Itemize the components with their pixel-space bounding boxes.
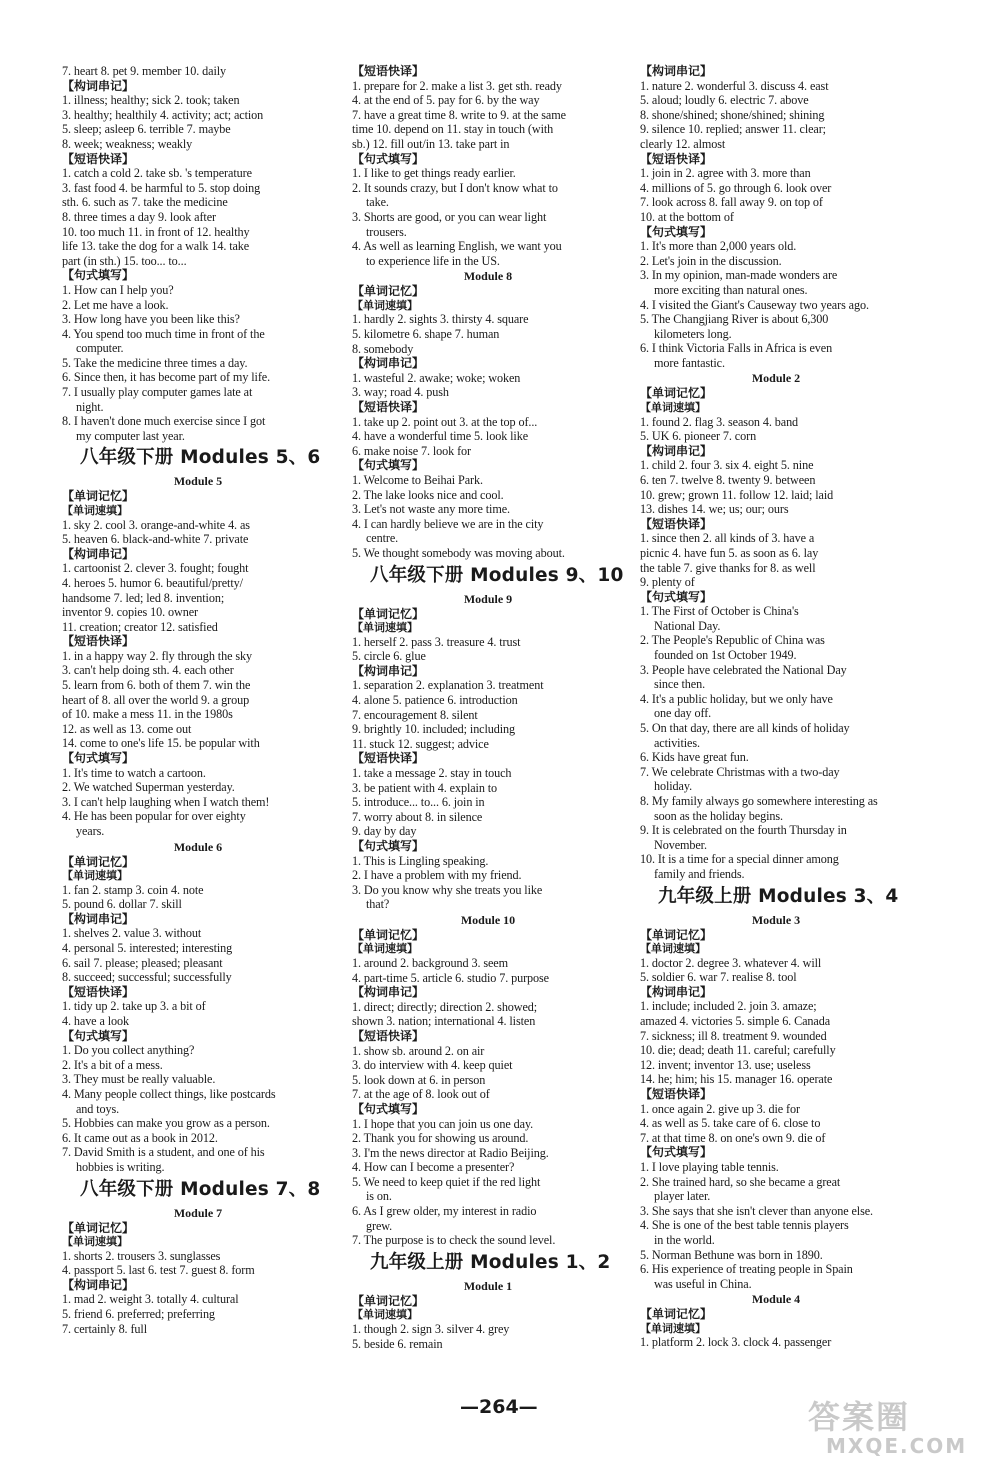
answer-line: 3. way; road 4. push (352, 385, 449, 400)
answer-line: 4. at the end of 5. pay for 6. by the way (352, 93, 540, 108)
answer-line: shown 3. nation; international 4. listen (352, 1014, 536, 1029)
section-heading: 【单词记忆】 (640, 1307, 713, 1322)
answer-line: 5. heaven 6. black-and-white 7. private (62, 532, 249, 547)
answer-line: 6. Since then, it has become part of my life. (62, 370, 271, 385)
answer-line: 7. have a great time 8. write to 9. at the same (352, 107, 566, 122)
module-title: Module 5 (173, 474, 223, 489)
section-heading: 【句式填写】 (640, 589, 713, 604)
answer-line: 7. worry about 8. in silence (352, 809, 483, 824)
answer-line-continued: was useful in China. (654, 1276, 752, 1291)
subsection-heading: 【单词速填】 (62, 504, 128, 518)
answer-line: 8. somebody (352, 341, 414, 356)
answer-line: 12. invent; inventor 13. use; useless (640, 1057, 811, 1072)
answer-line-continued: National Day. (654, 618, 721, 633)
answer-line: handsome 7. led; led 8. invention; (62, 590, 225, 605)
answer-line: 4. Many people collect things, like postcards (62, 1087, 276, 1101)
answer-line: 1. child 2. four 3. six 4. eight 5. nine (640, 458, 814, 473)
answer-line: 5. friend 6. preferred; preferring (62, 1307, 215, 1322)
answer-line: 3. She says that she isn't clever than anyone else. (640, 1203, 873, 1218)
subsection-heading: 【单词速填】 (62, 869, 128, 883)
answer-line: 3. In my opinion, man-made wonders are (640, 268, 838, 283)
answer-line: 1. wasteful 2. awake; woke; woken (352, 370, 521, 385)
section-heading: 【短语快译】 (352, 1028, 425, 1043)
answer-line: 4. You spend too much time in front of the (62, 326, 265, 341)
answer-line: 5. We thought somebody was moving about. (352, 545, 565, 560)
answer-line: 8. I haven't done much exercise since I got (62, 414, 266, 429)
answer-line-continued: is on. (366, 1189, 392, 1204)
section-heading: 【短语快译】 (62, 151, 135, 166)
answer-line: 9. silence 10. replied; answer 11. clear; (640, 122, 826, 137)
answer-line: 1. I hope that you can join us one day. (352, 1116, 534, 1131)
section-heading: 【句式填写】 (62, 1028, 135, 1043)
answer-line-continued: hobbies is writing. (76, 1159, 165, 1174)
section-heading: 【短语快译】 (640, 151, 713, 166)
answer-line: 4. have a look (62, 1014, 129, 1029)
answer-line: 6. ten 7. twelve 8. twenty 9. between (640, 472, 816, 487)
section-heading: 【短语快译】 (62, 634, 135, 649)
answer-line: 8. succeed; successful; successfully (62, 970, 232, 985)
section-heading: 【短语快译】 (640, 1087, 713, 1101)
answer-line: 2. Let's join in the discussion. (640, 253, 782, 268)
section-heading: 【短语快译】 (352, 64, 425, 78)
answer-line: 11. creation; creator 12. satisfied (62, 619, 218, 634)
module-title: Module 1 (463, 1278, 513, 1293)
answer-page (62, 64, 916, 1394)
answer-line: 5. UK 6. pioneer 7. corn (640, 429, 757, 444)
section-heading: 【短语快译】 (640, 516, 713, 531)
answer-line-continued: grew. (366, 1218, 393, 1233)
answer-line: 6. sail 7. please; pleased; pleasant (62, 955, 223, 970)
answer-line: life 13. take the dog for a walk 14. take (62, 239, 250, 254)
answer-line: clearly 12. almost (640, 136, 726, 151)
answer-line: 4. millions of 5. go through 6. look over (640, 180, 832, 195)
section-heading: 【句式填写】 (352, 151, 425, 166)
answer-line: 4. personal 5. interested; interesting (62, 941, 233, 956)
section-heading: 【句式填写】 (352, 458, 425, 473)
answer-line: 5. kilometre 6. shape 7. human (352, 327, 500, 341)
answer-line: 5. aloud; loudly 6. electric 7. above (640, 93, 809, 108)
answer-line: 2. Let me have a look. (62, 297, 169, 312)
answer-line-continued: years. (76, 824, 105, 838)
watermark-logo-text: 答案圈 (808, 1398, 911, 1436)
answer-line: 3. Do you know why she treats you like (352, 882, 543, 897)
section-heading: 【句式填写】 (62, 751, 135, 766)
answer-line-continued: my computer last year. (76, 428, 185, 443)
answer-line: 3. Shorts are good, or you can wear light (352, 209, 547, 224)
answer-line: 4. heroes 5. humor 6. beautiful/pretty/ (62, 575, 243, 590)
answer-line-continued: in the world. (654, 1232, 715, 1247)
answer-line: 6. Kids have great fun. (640, 750, 749, 765)
answer-line: 1. direct; directly; direction 2. showed; (352, 999, 538, 1014)
answer-line: 1. tidy up 2. take up 3. a bit of (62, 999, 206, 1014)
answer-line: 6. It came out as a book in 2012. (62, 1130, 218, 1145)
section-heading: 【单词记忆】 (62, 489, 135, 504)
answer-line: 8. three times a day 9. look after (62, 209, 216, 224)
answer-line: the table 7. give thanks for 8. as well (640, 560, 816, 575)
answer-line: 8. My family always go somewhere interesting as (640, 794, 878, 808)
answer-line-continued: more fantastic. (654, 355, 725, 370)
answer-line-continued: since then. (654, 677, 706, 692)
answer-line: 3. be patient with 4. explain to (352, 780, 498, 795)
answer-line: 6. I think Victoria Falls in Africa is even (640, 341, 833, 356)
answer-line: 3. healthy; healthily 4. activity; act; action (62, 107, 264, 122)
page-number: —264— (460, 1396, 538, 1418)
answer-line: 7. look across 8. fall away 9. on top of (640, 195, 823, 210)
section-heading: 【单词记忆】 (640, 927, 713, 942)
answer-line: 7. David Smith is a student, and one of his (62, 1145, 265, 1160)
section-heading: 【句式填写】 (640, 224, 713, 239)
answer-line: 9. It is celebrated on the fourth Thursday in (640, 823, 847, 838)
answer-line: part (in sth.) 15. too... to... (62, 253, 187, 268)
section-heading: 【构词串记】 (352, 985, 425, 1000)
answer-line: 5. beside 6. remain (352, 1336, 443, 1351)
column-3 (640, 64, 912, 1394)
answer-line: 1. since then 2. all kinds of 3. have a (640, 531, 815, 546)
answer-line: 7. encouragement 8. silent (352, 707, 478, 722)
answer-line: 5. Take the medicine three times a day. (62, 355, 248, 370)
answer-line: 6. As I grew older, my interest in radio (352, 1204, 537, 1219)
answer-line: picnic 4. have fun 5. as soon as 6. lay (640, 545, 819, 560)
answer-line-continued: night. (76, 399, 104, 414)
answer-line: 1. mad 2. weight 3. totally 4. cultural (62, 1292, 239, 1307)
subsection-heading: 【单词速填】 (62, 1235, 128, 1249)
answer-line: 3. fast food 4. be harmful to 5. stop doing (62, 180, 261, 195)
subsection-heading: 【单词速填】 (352, 942, 418, 956)
answer-line: amazed 4. victories 5. simple 6. Canada (640, 1014, 831, 1029)
module-title: Module 9 (463, 591, 513, 606)
answer-line: 9. brightly 10. included; including (352, 722, 516, 737)
answer-line: inventor 9. copies 10. owner (62, 605, 198, 620)
answer-line: 7. heart 8. pet 9. member 10. daily (62, 64, 227, 78)
section-heading: 【构词串记】 (62, 78, 135, 93)
answer-line: 3. do interview with 4. keep quiet (352, 1058, 513, 1073)
answer-line: 1. hardly 2. sights 3. thirsty 4. square (352, 312, 529, 327)
answer-line: 1. catch a cold 2. take sb. 's temperature (62, 166, 252, 181)
answer-line: 3. I'm the news director at Radio Beijing. (352, 1145, 549, 1160)
section-heading: 【构词串记】 (62, 546, 135, 561)
watermark-url: MXQE.COM (826, 1434, 968, 1458)
answer-line: 3. How long have you been like this? (62, 312, 240, 327)
module-title: Module 3 (751, 912, 801, 927)
section-heading: 【单词记忆】 (352, 606, 425, 621)
answer-line: 1. The First of October is China's (640, 604, 799, 619)
section-heading: 【单词记忆】 (62, 854, 135, 869)
unit-title: 九年级上册 Modules 1、2 (370, 1251, 611, 1273)
answer-line: 3. I can't help laughing when I watch them! (62, 794, 270, 809)
answer-line: 1. I love playing table tennis. (640, 1159, 779, 1174)
answer-line: 5. On that day, there are all kinds of holiday (640, 721, 850, 736)
answer-line: 1. include; included 2. join 3. amaze; (640, 999, 817, 1014)
answer-line: 7. certainly 8. full (62, 1321, 147, 1336)
answer-line: 1. Do you collect anything? (62, 1043, 195, 1058)
subsection-heading: 【单词速填】 (640, 942, 706, 956)
answer-line: 7. sickness; ill 8. treatment 9. wounded (640, 1028, 827, 1043)
module-title: Module 8 (463, 269, 513, 284)
answer-line-continued: centre. (366, 531, 399, 546)
answer-line: 1. join in 2. agree with 3. more than (640, 166, 811, 181)
answer-line: 9. plenty of (640, 575, 695, 590)
answer-line: 1. prepare for 2. make a list 3. get sth. ready (352, 78, 562, 93)
module-title: Module 6 (173, 839, 223, 854)
unit-title: 八年级下册 Modules 7、8 (80, 1178, 321, 1200)
answer-line: 1. show sb. around 2. on air (352, 1043, 485, 1058)
answer-line: 1. take up 2. point out 3. at the top of... (352, 414, 538, 429)
answer-line: 1. separation 2. explanation 3. treatment (352, 678, 544, 693)
answer-line: 7. at that time 8. on one's own 9. die of (640, 1130, 826, 1145)
subsection-heading: 【单词速填】 (640, 1321, 706, 1335)
answer-line: 6. make noise 7. look for (352, 443, 472, 458)
answer-line: 5. look down at 6. in person (352, 1072, 486, 1087)
answer-line-continued: that? (366, 897, 390, 912)
answer-line-continued: more exciting than natural ones. (654, 282, 808, 297)
answer-line-continued: and toys. (76, 1101, 120, 1116)
answer-line: sb.) 12. fill out/in 13. take part in (352, 136, 510, 151)
answer-line: 8. shone/shined; shone/shined; shining (640, 107, 825, 122)
answer-line: 2. She trained hard, so she became a great (640, 1174, 841, 1189)
answer-line-continued: holiday. (654, 779, 693, 794)
module-title: Module 10 (460, 912, 516, 927)
answer-line: 2. I have a problem with my friend. (352, 868, 522, 883)
column-2 (352, 64, 624, 1394)
subsection-heading: 【单词速填】 (352, 621, 418, 635)
answer-line: 1. How can I help you? (62, 282, 174, 297)
answer-line: 5. The Changjiang River is about 6,300 (640, 312, 829, 327)
subsection-heading: 【单词速填】 (352, 1308, 418, 1322)
answer-line: 3. People have celebrated the National Day (640, 662, 847, 677)
answer-line: time 10. depend on 11. stay in touch (with (352, 122, 554, 137)
answer-line: 1. found 2. flag 3. season 4. band (640, 414, 799, 429)
answer-line-continued: one day off. (654, 706, 712, 721)
answer-line-continued: kilometers long. (654, 326, 732, 341)
section-heading: 【构词串记】 (640, 984, 713, 999)
answer-line: 3. Let's not waste any more time. (352, 502, 510, 517)
section-heading: 【单词记忆】 (352, 927, 425, 942)
answer-line-continued: soon as the holiday begins. (654, 808, 783, 823)
subsection-heading: 【单词速填】 (352, 298, 418, 312)
answer-line: 11. stuck 12. suggest; advice (352, 736, 489, 751)
section-heading: 【单词记忆】 (640, 386, 713, 401)
section-heading: 【构词串记】 (640, 443, 713, 458)
answer-line: 4. How can I become a presenter? (352, 1160, 515, 1175)
answer-line: of 10. make a mess 11. in the 1980s (62, 707, 233, 722)
answer-line: 3. They must be really valuable. (62, 1072, 216, 1087)
answer-line: 10. too much 11. in front of 12. healthy (62, 224, 250, 239)
answer-line: 5. We need to keep quiet if the red light (352, 1174, 541, 1189)
answer-line-continued: computer. (76, 341, 124, 356)
answer-line: 7. I usually play computer games late at (62, 385, 253, 400)
section-heading: 【句式填写】 (62, 268, 135, 283)
answer-line: 1. sky 2. cool 3. orange-and-white 4. as (62, 517, 250, 532)
answer-line-continued: take. (366, 195, 389, 210)
answer-line: 10. die; dead; death 11. careful; carefully (640, 1043, 836, 1058)
answer-line: 8. week; weakness; weakly (62, 136, 193, 151)
answer-line: 10. at the bottom of (640, 209, 734, 224)
answer-line: 6. His experience of treating people in Spain (640, 1262, 853, 1277)
answer-line: 10. It is a time for a special dinner among (640, 852, 839, 867)
answer-line: 2. The lake looks nice and cool. (352, 487, 504, 502)
answer-line: 4. alone 5. patience 6. introduction (352, 692, 518, 707)
answer-line: 1. Welcome to Beihai Park. (352, 472, 483, 487)
answer-line-continued: founded on 1st October 1949. (654, 648, 797, 663)
answer-line: 4. It's a public holiday, but we only have (640, 691, 833, 706)
answer-line: 2. The People's Republic of China was (640, 633, 825, 648)
site-watermark (808, 1400, 980, 1466)
answer-line-continued: trousers. (366, 224, 407, 239)
answer-line: 1. nature 2. wonderful 3. discuss 4. east (640, 78, 829, 93)
answer-line: 3. can't help doing sth. 4. each other (62, 663, 234, 678)
answer-line-continued: family and friends. (654, 866, 745, 881)
section-heading: 【短语快译】 (352, 751, 425, 766)
section-heading: 【单词记忆】 (62, 1220, 135, 1235)
answer-line: 12. as well as 13. come out (62, 721, 192, 736)
answer-line: 1. doctor 2. degree 3. whatever 4. will (640, 955, 822, 970)
section-heading: 【短语快译】 (352, 399, 425, 414)
answer-line: 1. around 2. background 3. seem (352, 955, 508, 970)
answer-line: 5. sleep; asleep 6. terrible 7. maybe (62, 122, 231, 137)
answer-line: 1. platform 2. lock 3. clock 4. passenger (640, 1335, 832, 1350)
answer-line: 5. Norman Bethune was born in 1890. (640, 1247, 823, 1262)
section-heading: 【构词串记】 (352, 356, 425, 371)
answer-line: 14. come to one's life 15. be popular with (62, 736, 260, 751)
answer-line: 1. illness; healthy; sick 2. took; taken (62, 93, 240, 108)
section-heading: 【句式填写】 (640, 1145, 713, 1160)
answer-line: 7. at the age of 8. look out of (352, 1087, 490, 1102)
answer-line: heart of 8. all over the world 9. a group (62, 692, 250, 707)
subsection-heading: 【单词速填】 (640, 401, 706, 415)
section-heading: 【单词记忆】 (352, 284, 425, 299)
answer-line: 10. grew; grown 11. follow 12. laid; laid (640, 487, 834, 502)
module-title: Module 4 (751, 1292, 801, 1307)
answer-line: 7. We celebrate Christmas with a two-day (640, 764, 840, 779)
answer-line: 4. I visited the Giant's Causeway two years ago. (640, 297, 869, 312)
answer-line: 1. though 2. sign 3. silver 4. grey (352, 1321, 510, 1336)
answer-line: 2. We watched Superman yesterday. (62, 780, 235, 795)
column-1 (62, 64, 334, 1394)
section-heading: 【单词记忆】 (352, 1293, 425, 1308)
answer-line: 4. part-time 5. article 6. studio 7. purpose (352, 970, 549, 985)
section-heading: 【短语快译】 (62, 984, 135, 999)
answer-line: 14. he; him; his 15. manager 16. operate (640, 1072, 833, 1087)
answer-line: 5. pound 6. dollar 7. skill (62, 897, 182, 912)
answer-line: 1. cartoonist 2. clever 3. fought; fought (62, 561, 249, 576)
section-heading: 【构词串记】 (352, 663, 425, 678)
answer-line: 1. in a happy way 2. fly through the sky (62, 648, 252, 663)
answer-line: 4. He has been popular for over eighty (62, 809, 246, 824)
unit-title: 九年级上册 Modules 3、4 (658, 885, 899, 907)
answer-line: 4. As well as learning English, we want you (352, 239, 562, 254)
module-title: Module 2 (751, 371, 801, 386)
answer-line: 4. I can hardly believe we are in the city (352, 516, 544, 531)
answer-line: 2. It's a bit of a mess. (62, 1057, 163, 1072)
answer-line: 1. This is Lingling speaking. (352, 853, 489, 868)
answer-line: 5. soldier 6. war 7. realise 8. tool (640, 970, 797, 985)
answer-line: 4. passport 5. last 6. test 7. guest 8. form (62, 1263, 255, 1278)
answer-line: 5. circle 6. glue (352, 649, 426, 664)
answer-line: 1. once again 2. give up 3. die for (640, 1101, 800, 1116)
answer-line-continued: November. (654, 837, 707, 852)
answer-line: 4. have a wonderful time 5. look like (352, 429, 529, 444)
answer-line: 1. It's time to watch a cartoon. (62, 765, 206, 780)
answer-line-continued: to experience life in the US. (366, 253, 500, 268)
section-heading: 【句式填写】 (352, 838, 425, 853)
section-heading: 【构词串记】 (62, 1277, 135, 1292)
answer-line: 1. It's more than 2,000 years old. (640, 239, 797, 254)
answer-line-continued: activities. (654, 735, 700, 750)
answer-line: 4. as well as 5. take care of 6. close to (640, 1116, 821, 1131)
section-heading: 【构词串记】 (62, 911, 135, 926)
unit-title: 八年级下册 Modules 9、10 (370, 564, 624, 586)
section-heading: 【句式填写】 (352, 1101, 425, 1116)
answer-line: sth. 6. such as 7. take the medicine (62, 195, 228, 210)
answer-line: 5. Hobbies can make you grow as a person. (62, 1116, 270, 1131)
answer-line: 1. shelves 2. value 3. without (62, 926, 202, 941)
answer-line: 1. herself 2. pass 3. treasure 4. trust (352, 634, 521, 649)
answer-line: 5. learn from 6. both of them 7. win the (62, 678, 251, 693)
answer-line: 5. introduce... to... 6. join in (352, 795, 485, 810)
answer-line: 1. shorts 2. trousers 3. sunglasses (62, 1248, 221, 1263)
answer-line: 9. day by day (352, 824, 417, 839)
answer-line: 2. It sounds crazy, but I don't know what to (352, 180, 558, 195)
answer-line: 1. take a message 2. stay in touch (352, 765, 512, 780)
answer-line: 2. Thank you for showing us around. (352, 1131, 529, 1146)
answer-line: 4. She is one of the best table tennis players (640, 1218, 849, 1233)
answer-line: 7. The purpose is to check the sound level. (352, 1233, 556, 1248)
answer-line-continued: player later. (654, 1189, 711, 1204)
answer-line: 1. fan 2. stamp 3. coin 4. note (62, 882, 204, 897)
answer-line: 1. I like to get things ready earlier. (352, 166, 516, 181)
answer-line: 13. dishes 14. we; us; our; ours (640, 502, 789, 517)
section-heading: 【构词串记】 (640, 64, 713, 78)
module-title: Module 7 (173, 1205, 223, 1220)
unit-title: 八年级下册 Modules 5、6 (80, 447, 321, 469)
